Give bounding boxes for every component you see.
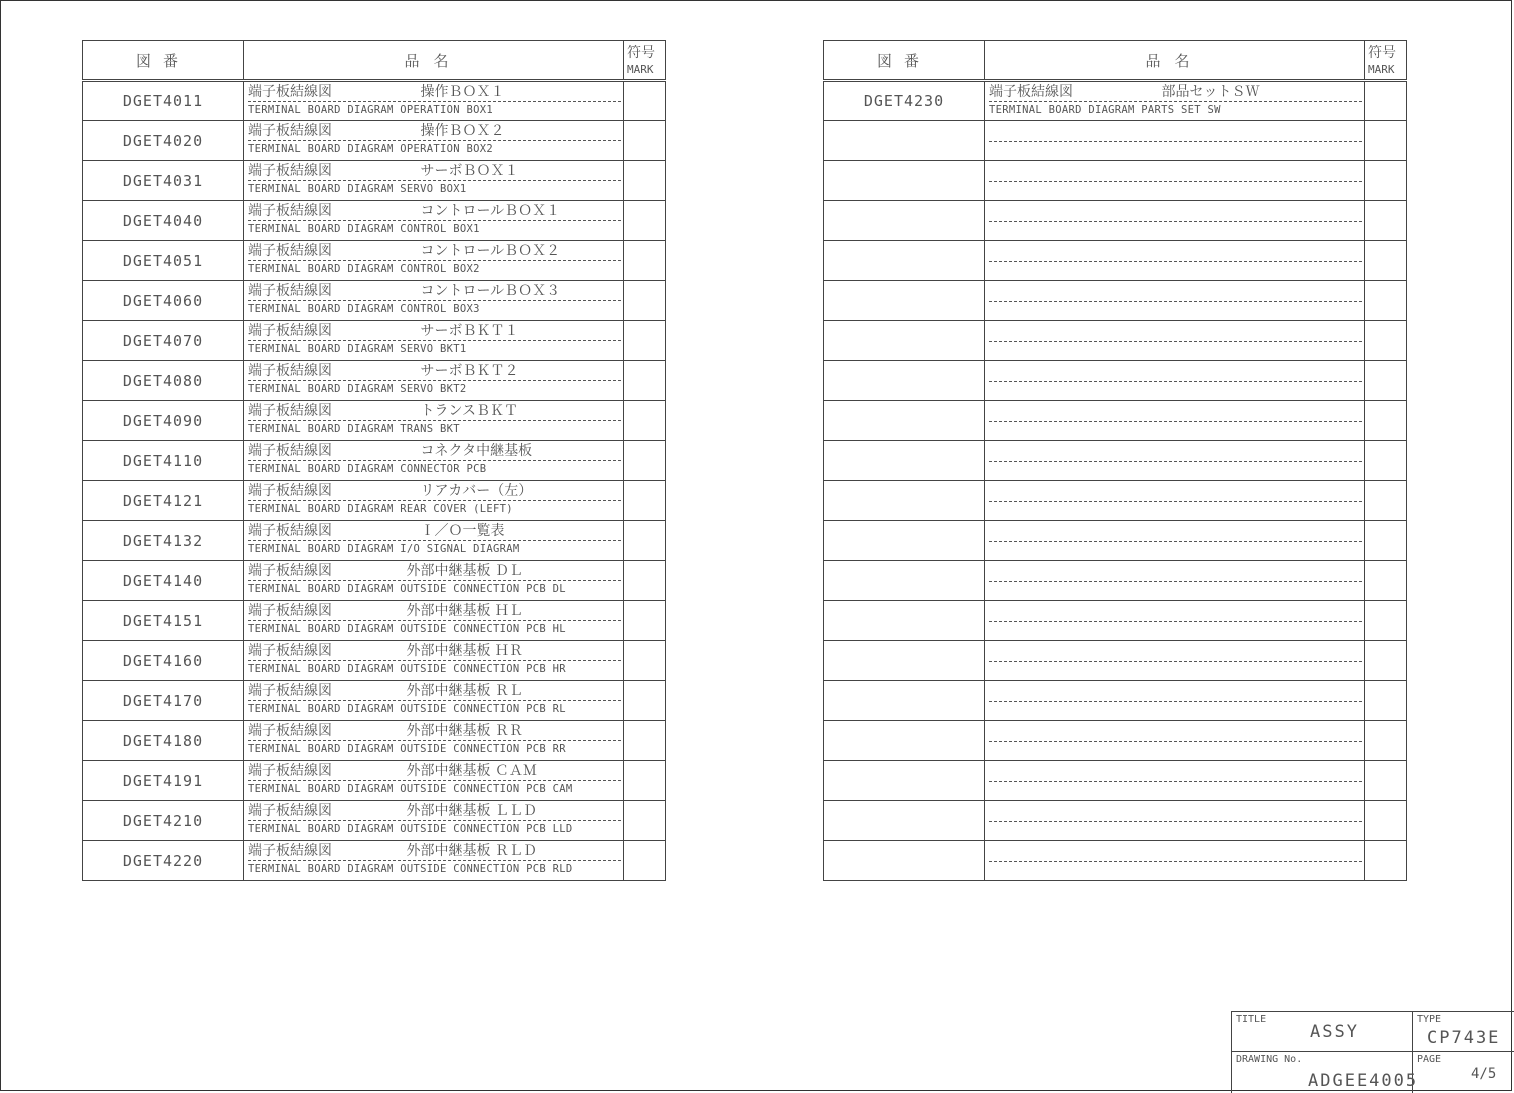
- blank-entry-line: [989, 641, 1362, 662]
- item-name-japanese: 端子板結線図 操作ＢＯＸ２: [248, 122, 621, 141]
- item-name-english: TERMINAL BOARD DIAGRAM OUTSIDE CONNECTION PCB CAM: [248, 783, 573, 795]
- mark-cell: [1365, 201, 1407, 241]
- item-name-japanese: 端子板結線図 外部中継基板 ＲＬ: [248, 682, 621, 701]
- item-name-english: TERMINAL BOARD DIAGRAM OPERATION BOX2: [248, 143, 493, 155]
- item-name-cell: [244, 681, 624, 721]
- mark-cell: [1365, 841, 1407, 881]
- item-name-cell: [244, 601, 624, 641]
- table-row: [83, 201, 666, 241]
- table-row: [824, 761, 1407, 801]
- drawing-number-cell: [824, 521, 985, 561]
- drawing-number-cell: DGET4090: [83, 401, 244, 441]
- item-name-japanese: 端子板結線図 外部中継基板 ＤＬ: [248, 562, 621, 581]
- mark-cell: [1365, 441, 1407, 481]
- table-row: [824, 161, 1407, 201]
- item-name-cell: [985, 81, 1365, 121]
- blank-entry-line: [989, 441, 1362, 462]
- table-row: [83, 321, 666, 361]
- item-name-english: TERMINAL BOARD DIAGRAM OPERATION BOX1: [248, 104, 493, 116]
- table-row: [83, 721, 666, 761]
- table-row: [83, 161, 666, 201]
- item-name-japanese: 端子板結線図 コネクタ中継基板: [248, 442, 621, 461]
- drawing-number-cell: [824, 161, 985, 201]
- item-name-english: TERMINAL BOARD DIAGRAM SERVO BOX1: [248, 183, 467, 195]
- item-name-english: TERMINAL BOARD DIAGRAM OUTSIDE CONNECTION PCB LLD: [248, 823, 573, 835]
- table-row: [83, 841, 666, 881]
- item-name-cell: [244, 321, 624, 361]
- drawing-number-value: ADGEE4005: [1308, 1071, 1419, 1091]
- drawing-number-cell: DGET4031: [83, 161, 244, 201]
- item-name-japanese: 端子板結線図 サーボＢＫＴ２: [248, 362, 621, 381]
- drawing-number-cell: [824, 561, 985, 601]
- drawing-number-cell: [824, 681, 985, 721]
- mark-cell: [624, 401, 666, 441]
- item-name-cell: [244, 441, 624, 481]
- mark-cell: [1365, 401, 1407, 441]
- item-name-japanese: 端子板結線図 外部中継基板 ＨＬ: [248, 602, 621, 621]
- drawing-number-cell: [824, 361, 985, 401]
- drawing-number-cell: [824, 441, 985, 481]
- mark-cell: [624, 521, 666, 561]
- mark-cell: [1365, 721, 1407, 761]
- item-name-cell: [244, 481, 624, 521]
- item-name-cell: [985, 721, 1365, 761]
- header-mark-en: MARK: [627, 62, 654, 76]
- type-label: TYPE: [1417, 1014, 1442, 1025]
- item-name-english: TERMINAL BOARD DIAGRAM REAR COVER (LEFT): [248, 503, 513, 515]
- item-name-cell: [244, 281, 624, 321]
- mark-cell: [624, 601, 666, 641]
- mark-cell: [624, 201, 666, 241]
- item-name-japanese: 端子板結線図 リアカバー（左）: [248, 482, 621, 501]
- drawing-number-cell: DGET4191: [83, 761, 244, 801]
- drawing-number-cell: DGET4121: [83, 481, 244, 521]
- mark-cell: [624, 641, 666, 681]
- blank-entry-line: [989, 761, 1362, 782]
- item-name-cell: [244, 841, 624, 881]
- item-name-english: TERMINAL BOARD DIAGRAM OUTSIDE CONNECTION PCB HR: [248, 663, 566, 675]
- mark-cell: [1365, 761, 1407, 801]
- table-row: [83, 121, 666, 161]
- table-row: [83, 81, 666, 121]
- item-name-cell: [985, 401, 1365, 441]
- mark-cell: [1365, 521, 1407, 561]
- item-name-cell: [985, 761, 1365, 801]
- table-row: [83, 401, 666, 441]
- item-name-cell: [244, 401, 624, 441]
- drawing-number-cell: DGET4110: [83, 441, 244, 481]
- table-row: [824, 81, 1407, 121]
- item-name-cell: [244, 641, 624, 681]
- item-name-english: TERMINAL BOARD DIAGRAM OUTSIDE CONNECTION PCB RR: [248, 743, 566, 755]
- item-name-cell: [244, 521, 624, 561]
- blank-entry-line: [989, 401, 1362, 422]
- item-name-english: TERMINAL BOARD DIAGRAM PARTS SET SW: [989, 104, 1221, 116]
- item-name-english: TERMINAL BOARD DIAGRAM OUTSIDE CONNECTION PCB RLD: [248, 863, 573, 875]
- table-row: [824, 121, 1407, 161]
- drawing-number-cell: DGET4040: [83, 201, 244, 241]
- table-row: [824, 721, 1407, 761]
- item-name-cell: [244, 121, 624, 161]
- mark-cell: [1365, 681, 1407, 721]
- item-name-japanese: 端子板結線図 コントロールＢＯＸ２: [248, 242, 621, 261]
- item-name-english: TERMINAL BOARD DIAGRAM SERVO BKT1: [248, 343, 467, 355]
- title-cell: [1232, 1012, 1413, 1052]
- right-drawing-list-table: [823, 40, 1407, 881]
- item-name-english: TERMINAL BOARD DIAGRAM OUTSIDE CONNECTION PCB HL: [248, 623, 566, 635]
- table-row: [824, 681, 1407, 721]
- drawing-number-cell: DGET4220: [83, 841, 244, 881]
- item-name-english: TERMINAL BOARD DIAGRAM OUTSIDE CONNECTION PCB DL: [248, 583, 566, 595]
- table-row: [83, 441, 666, 481]
- mark-cell: [624, 441, 666, 481]
- table-row: [824, 841, 1407, 881]
- item-name-cell: [244, 761, 624, 801]
- table-row: [83, 241, 666, 281]
- drawing-number-cell: DGET4160: [83, 641, 244, 681]
- item-name-cell: [985, 841, 1365, 881]
- page-label: PAGE: [1417, 1054, 1442, 1065]
- mark-cell: [1365, 361, 1407, 401]
- blank-entry-line: [989, 601, 1362, 622]
- item-name-english: TERMINAL BOARD DIAGRAM CONTROL BOX2: [248, 263, 480, 275]
- item-name-japanese: 端子板結線図 外部中継基板 ＲＬＤ: [248, 842, 621, 861]
- table-row: [824, 481, 1407, 521]
- item-name-cell: [985, 521, 1365, 561]
- table-row: [83, 641, 666, 681]
- drawing-number-cell: [824, 201, 985, 241]
- drawing-number-cell: [824, 241, 985, 281]
- item-name-japanese: 端子板結線図 外部中継基板 ＨＲ: [248, 642, 621, 661]
- item-name-cell: [244, 81, 624, 121]
- item-name-english: TERMINAL BOARD DIAGRAM I/O SIGNAL DIAGRAM: [248, 543, 520, 555]
- table-row: [83, 601, 666, 641]
- table-row: [83, 481, 666, 521]
- mark-cell: [1365, 801, 1407, 841]
- mark-cell: [624, 241, 666, 281]
- item-name-cell: [244, 361, 624, 401]
- mark-cell: [624, 681, 666, 721]
- type-value: CP743E: [1427, 1028, 1501, 1048]
- mark-cell: [624, 841, 666, 881]
- table-row: [824, 241, 1407, 281]
- type-cell: [1413, 1012, 1514, 1052]
- drawing-number-cell: [824, 601, 985, 641]
- item-name-japanese: 端子板結線図 サーボＢＫＴ１: [248, 322, 621, 341]
- header-mark-jp: 符号: [627, 44, 655, 61]
- table-row: [83, 521, 666, 561]
- item-name-cell: [985, 201, 1365, 241]
- item-name-japanese: 端子板結線図 外部中継基板 ＣＡＭ: [248, 762, 621, 781]
- table-row: [824, 401, 1407, 441]
- mark-cell: [624, 121, 666, 161]
- drawing-number-label: DRAWING No.: [1236, 1054, 1303, 1065]
- item-name-japanese: 端子板結線図 外部中継基板 ＲＲ: [248, 722, 621, 741]
- title-label: TITLE: [1236, 1014, 1267, 1025]
- drawing-number-cell: DGET4051: [83, 241, 244, 281]
- blank-entry-line: [989, 281, 1362, 302]
- item-name-cell: [985, 361, 1365, 401]
- blank-entry-line: [989, 721, 1362, 742]
- item-name-japanese: 端子板結線図 Ｉ／Ｏ一覧表: [248, 522, 621, 541]
- mark-cell: [624, 281, 666, 321]
- item-name-english: TERMINAL BOARD DIAGRAM OUTSIDE CONNECTION PCB RL: [248, 703, 566, 715]
- item-name-japanese: 端子板結線図 コントロールＢＯＸ３: [248, 282, 621, 301]
- drawing-number-cell: DGET4180: [83, 721, 244, 761]
- page-cell: [1413, 1052, 1514, 1093]
- item-name-english: TERMINAL BOARD DIAGRAM CONTROL BOX1: [248, 223, 480, 235]
- table-header-row: [83, 41, 666, 81]
- drawing-number-cell: DGET4210: [83, 801, 244, 841]
- table-row: [824, 641, 1407, 681]
- table-row: [83, 281, 666, 321]
- table-row: [824, 601, 1407, 641]
- header-mark-jp: 符号: [1368, 44, 1396, 61]
- mark-cell: [1365, 81, 1407, 121]
- table-row: [824, 441, 1407, 481]
- blank-entry-line: [989, 121, 1362, 142]
- drawing-number-cell: [824, 321, 985, 361]
- drawing-number-cell: DGET4060: [83, 281, 244, 321]
- mark-cell: [1365, 601, 1407, 641]
- blank-entry-line: [989, 681, 1362, 702]
- item-name-japanese: 端子板結線図 外部中継基板 ＬＬＤ: [248, 802, 621, 821]
- drawing-number-cell: [824, 401, 985, 441]
- table-row: [824, 521, 1407, 561]
- drawing-number-cell: DGET4020: [83, 121, 244, 161]
- item-name-japanese: 端子板結線図 トランスＢＫＴ: [248, 402, 621, 421]
- drawing-number-cell: DGET4230: [824, 81, 985, 121]
- item-name-cell: [985, 601, 1365, 641]
- drawing-number-cell: DGET4080: [83, 361, 244, 401]
- header-item-name: 品名: [244, 41, 624, 81]
- table-row: [83, 761, 666, 801]
- item-name-cell: [244, 161, 624, 201]
- item-name-cell: [985, 161, 1365, 201]
- blank-entry-line: [989, 361, 1362, 382]
- blank-entry-line: [989, 201, 1362, 222]
- mark-cell: [624, 801, 666, 841]
- item-name-cell: [985, 121, 1365, 161]
- mark-cell: [1365, 121, 1407, 161]
- item-name-cell: [244, 241, 624, 281]
- item-name-cell: [244, 201, 624, 241]
- item-name-cell: [244, 721, 624, 761]
- mark-cell: [1365, 321, 1407, 361]
- mark-cell: [1365, 161, 1407, 201]
- header-drawing-number: 図番: [824, 41, 985, 81]
- table-row: [824, 201, 1407, 241]
- item-name-japanese: 端子板結線図 部品セットＳＷ: [989, 83, 1362, 102]
- drawing-number-cell: [824, 121, 985, 161]
- mark-cell: [624, 361, 666, 401]
- table-row: [83, 801, 666, 841]
- header-item-name: 品名: [985, 41, 1365, 81]
- drawing-number-cell: DGET4132: [83, 521, 244, 561]
- item-name-cell: [985, 441, 1365, 481]
- mark-cell: [1365, 481, 1407, 521]
- table-row: [83, 681, 666, 721]
- item-name-english: TERMINAL BOARD DIAGRAM CONTROL BOX3: [248, 303, 480, 315]
- drawing-number-cell: [824, 281, 985, 321]
- drawing-number-cell: [1232, 1052, 1419, 1093]
- title-value: ASSY: [1310, 1022, 1359, 1042]
- drawing-number-cell: DGET4011: [83, 81, 244, 121]
- drawing-number-cell: [824, 801, 985, 841]
- item-name-english: TERMINAL BOARD DIAGRAM CONNECTOR PCB: [248, 463, 487, 475]
- mark-cell: [1365, 281, 1407, 321]
- mark-cell: [1365, 641, 1407, 681]
- left-drawing-list-table: [82, 40, 666, 881]
- item-name-japanese: 端子板結線図 サーボＢＯＸ１: [248, 162, 621, 181]
- blank-entry-line: [989, 241, 1362, 262]
- drawing-number-cell: [824, 761, 985, 801]
- table-row: [824, 321, 1407, 361]
- item-name-cell: [985, 481, 1365, 521]
- item-name-cell: [985, 801, 1365, 841]
- mark-cell: [624, 481, 666, 521]
- table-row: [83, 361, 666, 401]
- drawing-number-cell: DGET4140: [83, 561, 244, 601]
- page-value: 4/5: [1471, 1066, 1497, 1082]
- item-name-cell: [985, 241, 1365, 281]
- blank-entry-line: [989, 561, 1362, 582]
- blank-entry-line: [989, 841, 1362, 862]
- item-name-cell: [985, 321, 1365, 361]
- item-name-cell: [985, 641, 1365, 681]
- table-header-row: [824, 41, 1407, 81]
- header-mark-en: MARK: [1368, 62, 1395, 76]
- drawing-number-cell: [824, 481, 985, 521]
- drawing-number-cell: DGET4151: [83, 601, 244, 641]
- mark-cell: [624, 761, 666, 801]
- drawing-number-cell: [824, 641, 985, 681]
- blank-entry-line: [989, 161, 1362, 182]
- item-name-cell: [985, 561, 1365, 601]
- item-name-japanese: 端子板結線図 操作ＢＯＸ１: [248, 83, 621, 102]
- table-row: [83, 561, 666, 601]
- drawing-number-cell: DGET4170: [83, 681, 244, 721]
- header-drawing-number: 図番: [83, 41, 244, 81]
- blank-entry-line: [989, 321, 1362, 342]
- item-name-cell: [244, 801, 624, 841]
- drawing-number-cell: [824, 721, 985, 761]
- item-name-english: TERMINAL BOARD DIAGRAM TRANS BKT: [248, 423, 460, 435]
- table-row: [824, 361, 1407, 401]
- item-name-japanese: 端子板結線図 コントロールＢＯＸ１: [248, 202, 621, 221]
- blank-entry-line: [989, 481, 1362, 502]
- mark-cell: [624, 721, 666, 761]
- title-block: [1231, 1011, 1514, 1093]
- table-row: [824, 561, 1407, 601]
- mark-cell: [1365, 561, 1407, 601]
- item-name-cell: [244, 561, 624, 601]
- item-name-cell: [985, 281, 1365, 321]
- blank-entry-line: [989, 801, 1362, 822]
- item-name-english: TERMINAL BOARD DIAGRAM SERVO BKT2: [248, 383, 467, 395]
- mark-cell: [624, 81, 666, 121]
- header-mark: [624, 41, 666, 81]
- mark-cell: [624, 321, 666, 361]
- table-row: [824, 281, 1407, 321]
- drawing-number-cell: DGET4070: [83, 321, 244, 361]
- blank-entry-line: [989, 521, 1362, 542]
- drawing-number-cell: [824, 841, 985, 881]
- table-row: [824, 801, 1407, 841]
- mark-cell: [624, 161, 666, 201]
- mark-cell: [624, 561, 666, 601]
- mark-cell: [1365, 241, 1407, 281]
- header-mark: [1365, 41, 1407, 81]
- item-name-cell: [985, 681, 1365, 721]
